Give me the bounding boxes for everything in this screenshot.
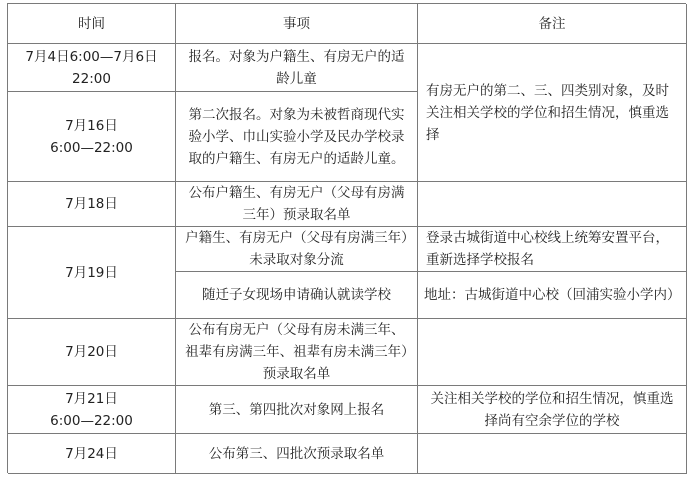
row-5-item	[176, 319, 418, 386]
time-cell: 7月4日6:00—7月6日22:00	[25, 48, 158, 87]
row-4a-item	[176, 227, 418, 272]
header-note	[418, 4, 687, 44]
row-5-time	[8, 319, 176, 386]
row-6-note	[418, 386, 687, 434]
time-cell: 7月24日	[65, 445, 118, 462]
item-cell: 公布第三、四批次预录取名单	[208, 445, 385, 462]
row-7-note	[418, 434, 687, 474]
row-3-time	[8, 182, 176, 227]
row-1-item	[176, 44, 418, 92]
row-5-note	[418, 319, 687, 386]
item-cell: 报名。对象为户籍生、有房无户的适龄儿童	[188, 48, 405, 87]
header-time-label: 时间	[78, 15, 105, 32]
row-4a-note	[418, 227, 687, 272]
item-cell: 第三、第四批次对象网上报名	[208, 401, 385, 418]
item-cell: 公布有房无户（父母有房未满三年、祖辈有房满三年、祖辈有房未满三年）预录取名单	[185, 322, 408, 382]
time-cell: 7月21日 6:00—22:00	[50, 390, 133, 429]
item-cell: 公布户籍生、有房无户（父母有房满三年）预录取名单	[188, 185, 405, 223]
item-cell: 随迁子女现场申请确认就读学校	[202, 287, 391, 303]
note-rows-1-2	[418, 44, 687, 182]
note-cell: 关注相关学校的学位和招生情况，慎重选择尚有空余学位的学校	[430, 390, 674, 429]
note-cell: 登录古城街道中心校线上统筹安置平台，重新选择学校报名	[426, 230, 669, 268]
row-1-time	[8, 44, 176, 92]
item-cell: 户籍生、有房无户（父母有房满三年）未录取对象分流	[185, 230, 408, 268]
header-item	[176, 4, 418, 44]
time-cell: 7月18日	[65, 196, 118, 212]
row-7-time	[8, 434, 176, 474]
schedule-table	[7, 3, 686, 473]
row-7-item	[176, 434, 418, 474]
row-2-time	[8, 92, 176, 182]
row-6-time	[8, 386, 176, 434]
time-cell: 7月16日 6:00—22:00	[50, 117, 133, 156]
note-cell: 地址：古城街道中心校（回浦实验小学内）	[424, 287, 681, 303]
row-4b-item	[176, 272, 418, 319]
item-cell: 第二次报名。对象为未被哲商现代实验小学、巾山实验小学及民办学校录取的户籍生、有房无户的适龄儿童。	[188, 106, 405, 167]
time-cell: 7月20日	[65, 344, 118, 360]
row-4b-note	[418, 272, 687, 319]
row-2-item	[176, 92, 418, 182]
header-time	[8, 4, 176, 44]
header-note-label: 备注	[538, 15, 566, 32]
row-3-note	[418, 182, 687, 227]
row-6-item	[176, 386, 418, 434]
row-3-item	[176, 182, 418, 227]
header-item-label: 事项	[283, 15, 310, 32]
row-4-time	[8, 227, 176, 319]
note-cell: 有房无户的第二、三、四类别对象，及时关注相关学校的学位和招生情况，慎重选择	[426, 82, 669, 143]
time-cell: 7月19日	[65, 264, 118, 281]
